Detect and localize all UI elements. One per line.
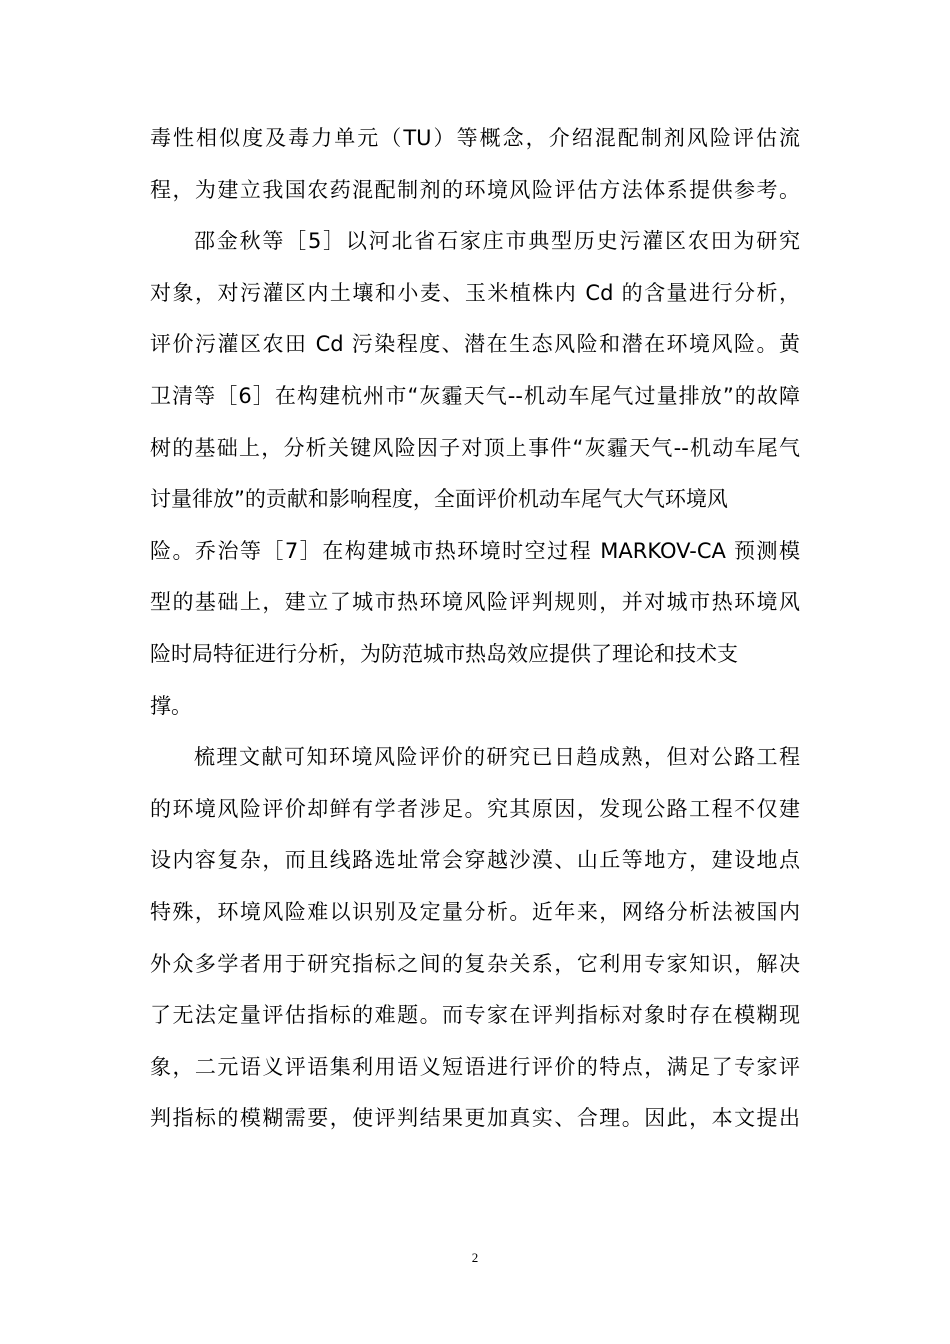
body-text <box>150 113 800 1145</box>
text-line: 特殊，环境风险难以识别及定量分析。近年来，网络分析法被国内 <box>150 899 800 924</box>
text-line: 设内容复杂，而且线路选址常会穿越沙漠、山丘等地方，建设地点 <box>150 848 800 873</box>
page-number: 2 <box>471 1250 479 1265</box>
text-line: 撑。 <box>150 693 192 718</box>
text-line: 梳理文献可知环境风险评价的研究已日趋成熟，但对公路工程 <box>194 745 800 770</box>
text-line: 外众多学者用于研究指标之间的复杂关系，它利用专家知识，解决 <box>150 951 800 976</box>
text-line: 险时局特征进行分析，为防范城市热岛效应提供了理论和技术支 <box>150 641 738 666</box>
text-line: 程，为建立我国农药混配制剂的环境风险评估方法体系提供参考。 <box>150 177 800 202</box>
text-line: 评价污灌区农田 Cd 污染程度、潜在生态风险和潜在环境风险。黄 <box>150 332 800 357</box>
text-line: 象，二元语义评语集利用语义短语进行评价的特点，满足了专家评 <box>150 1054 800 1079</box>
text-line: 型的基础上，建立了城市热环境风险评判规则，并对城市热环境风 <box>150 590 800 615</box>
text-line: 邵金秋等［5］以河北省石家庄市典型历史污灌区农田为研究 <box>194 229 800 254</box>
text-line: 讨量徘放”的贡献和影响程度，全面评价机动车尾气大气环境风 <box>150 487 728 512</box>
text-line: 卫清等［6］在构建杭州市“灰霾天气--机动车尾气过量排放”的故障 <box>150 383 800 408</box>
text-line: 了无法定量评估指标的难题。而专家在评判指标对象时存在模糊现 <box>150 1003 800 1028</box>
text-line: 险。乔治等［7］在构建城市热环境时空过程 MARKOV-CA 预测模 <box>150 538 800 563</box>
text-line: 毒性相似度及毒力单元（TU）等概念，介绍混配制剂风险评估流 <box>150 126 800 150</box>
text-line: 的环境风险评价却鲜有学者涉足。究其原因，发现公路工程不仅建 <box>150 796 800 821</box>
text-line: 对象，对污灌区内土壤和小麦、玉米植株内 Cd 的含量进行分析， <box>150 280 800 305</box>
text-line: 判指标的模糊需要，使评判结果更加真实、合理。因此，本文提出 <box>150 1106 800 1131</box>
text-line: 树的基础上，分析关键风险因子对顶上事件“灰霾天气--机动车尾气 <box>150 435 800 460</box>
